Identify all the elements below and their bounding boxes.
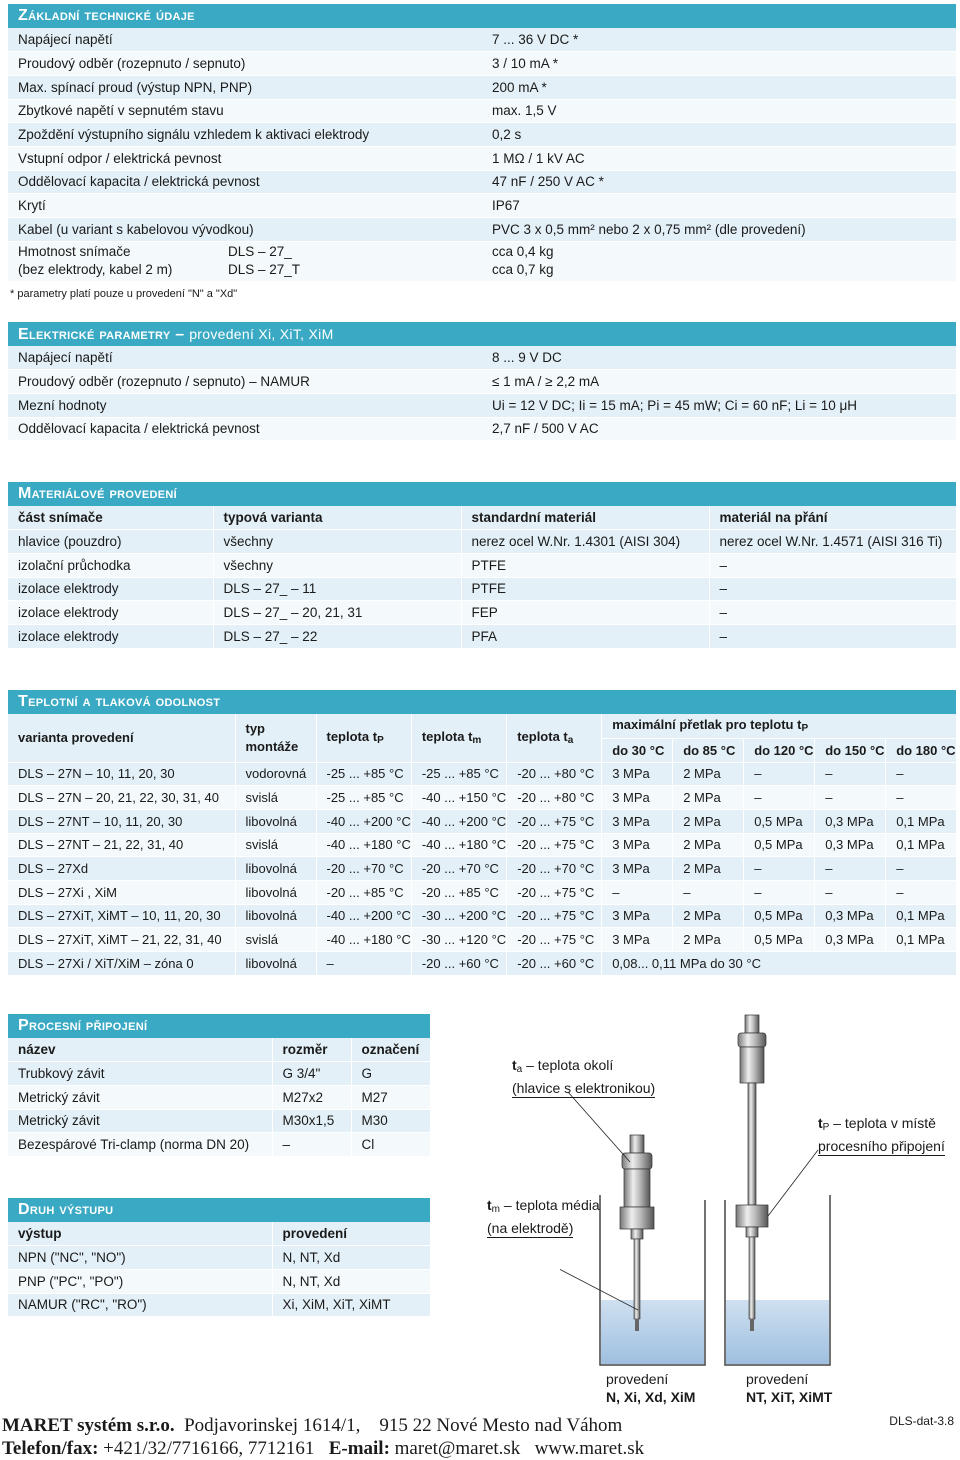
phone: +421/32/7716166, 7712161 xyxy=(98,1438,315,1459)
table-cell: -40 ... +200 °C xyxy=(316,904,411,928)
table-row xyxy=(8,624,956,648)
table-cell: – xyxy=(815,857,886,881)
table-row xyxy=(8,1269,430,1293)
table-cell: – xyxy=(886,786,956,810)
table-cell: Metrický závit xyxy=(8,1085,272,1109)
table-cell: -20 ... +85 °C xyxy=(411,880,506,904)
table-cell: M30 xyxy=(351,1109,430,1133)
column-header: do 180 °C xyxy=(886,738,956,762)
table-cell: Zbytkové napětí v sepnutém stavu xyxy=(8,99,482,123)
column-header: rozměr xyxy=(272,1038,351,1062)
table-cell: – xyxy=(602,880,673,904)
table-cell: izolační průchodka xyxy=(8,553,213,577)
table-cell: PNP ("PC", "PO") xyxy=(8,1269,272,1293)
table-cell: libovolná xyxy=(235,904,316,928)
process-table xyxy=(8,1038,430,1157)
table-cell: 0,3 MPa xyxy=(815,833,886,857)
section-title: Materiálové provedení xyxy=(8,482,956,506)
table-cell: 200 mA * xyxy=(482,75,956,99)
table-row xyxy=(8,417,956,441)
company-name: MARET systém s.r.o. xyxy=(2,1415,175,1436)
table-cell: -40 ... +180 °C xyxy=(411,833,506,857)
table-cell: DLS – 27N – 10, 11, 20, 30 xyxy=(8,762,235,786)
column-header: do 150 °C xyxy=(815,738,886,762)
table-cell: nerez ocel W.Nr. 1.4571 (AISI 316 Ti) xyxy=(709,530,956,554)
table-cell: Vstupní odpor / elektrická pevnost xyxy=(8,146,482,170)
table-row xyxy=(8,1246,430,1270)
table-row xyxy=(8,370,956,394)
weight-row xyxy=(8,241,956,281)
table-cell: – xyxy=(815,762,886,786)
table-cell: libovolná xyxy=(235,952,316,976)
address: Podjavorinskej 1614/1, 915 22 Nové Mesto nad Váhom xyxy=(184,1415,623,1436)
table-cell: – xyxy=(744,786,815,810)
table-cell: 3 MPa xyxy=(602,928,673,952)
label-ta: $t_a$ – teplota okolí (hlavice s elektronikou) xyxy=(512,1057,656,1096)
table-cell: NAMUR ("RC", "RO") xyxy=(8,1293,272,1317)
table-cell: 2 MPa xyxy=(673,833,744,857)
col-variant: varianta provedení xyxy=(8,714,235,762)
web-link[interactable]: www.maret.sk xyxy=(534,1438,645,1459)
table-cell: izolace elektrody xyxy=(8,624,213,648)
table-cell: 1 MΩ / 1 kV AC xyxy=(482,146,956,170)
table-cell: všechny xyxy=(213,530,461,554)
table-cell: Max. spínací proud (výstup NPN, PNP) xyxy=(8,75,482,99)
table-cell: -20 ... +75 °C xyxy=(507,833,602,857)
table-cell: -20 ... +75 °C xyxy=(507,928,602,952)
table-cell: PTFE xyxy=(461,577,709,601)
table-cell: M27x2 xyxy=(272,1085,351,1109)
table-cell: svislá xyxy=(235,833,316,857)
table-cell: -40 ... +180 °C xyxy=(316,833,411,857)
column-header: část snímače xyxy=(8,506,213,530)
table-cell: DLS – 27NT – 21, 22, 31, 40 xyxy=(8,833,235,857)
table-cell: PVC 3 x 0,5 mm² nebo 2 x 0,75 mm² (dle provedení) xyxy=(482,218,956,242)
table-cell: Trubkový závit xyxy=(8,1062,272,1086)
table-cell: NPN ("NC", "NO") xyxy=(8,1246,272,1270)
table-cell: M30x1,5 xyxy=(272,1109,351,1133)
table-cell: 0,3 MPa xyxy=(815,928,886,952)
table-row xyxy=(8,170,956,194)
table-cell: – xyxy=(709,553,956,577)
table-row xyxy=(8,1293,430,1317)
table-cell: DLS – 27Xd xyxy=(8,857,235,881)
table-cell: 0,1 MPa xyxy=(886,833,956,857)
table-cell: -20 ... +80 °C xyxy=(507,786,602,810)
table-cell: -30 ... +200 °C xyxy=(411,904,506,928)
table-cell: DLS – 27_ – 11 xyxy=(213,577,461,601)
table-cell: Oddělovací kapacita / elektrická pevnost xyxy=(8,417,482,441)
table-cell: Bezespárové Tri-clamp (norma DN 20) xyxy=(8,1133,272,1157)
table-cell: vodorovná xyxy=(235,762,316,786)
table-cell: 2 MPa xyxy=(673,762,744,786)
section-output xyxy=(8,1198,430,1317)
table-cell: – xyxy=(886,762,956,786)
table-cell: IP67 xyxy=(482,194,956,218)
table-cell: -20 ... +75 °C xyxy=(507,904,602,928)
table-row xyxy=(8,52,956,76)
table-row xyxy=(8,952,956,976)
table-cell: libovolná xyxy=(235,857,316,881)
table-cell: Oddělovací kapacita / elektrická pevnost xyxy=(8,170,482,194)
table-cell: 0,5 MPa xyxy=(744,833,815,857)
table-cell: DLS – 27NT – 10, 11, 20, 30 xyxy=(8,809,235,833)
table-row xyxy=(8,880,956,904)
table-cell: N, NT, Xd xyxy=(272,1246,430,1270)
table-cell: – xyxy=(272,1133,351,1157)
section-title: Teplotní a tlaková odolnost xyxy=(8,690,956,714)
table-cell: 8 ... 9 V DC xyxy=(482,346,956,370)
table-cell: -40 ... +180 °C xyxy=(316,928,411,952)
table-cell: 0,1 MPa xyxy=(886,904,956,928)
col-tm: teplota $t_m$ xyxy=(411,714,506,762)
table-cell: 2,7 nF / 500 V AC xyxy=(482,417,956,441)
table-cell: 2 MPa xyxy=(673,786,744,810)
table-row xyxy=(8,601,956,625)
caption-left: provedení N, Xi, Xd, XiM xyxy=(606,1371,696,1405)
weight-value: cca 0,4 kg cca 0,7 kg xyxy=(482,241,956,281)
col-mount: typ montáže xyxy=(235,714,316,762)
table-cell: -25 ... +85 °C xyxy=(316,786,411,810)
table-cell: svislá xyxy=(235,786,316,810)
table-cell: DLS – 27Xi , XiM xyxy=(8,880,235,904)
table-cell: -30 ... +120 °C xyxy=(411,928,506,952)
section-temperature xyxy=(8,690,956,976)
column-header: do 120 °C xyxy=(744,738,815,762)
table-row xyxy=(8,194,956,218)
table-cell: 0,2 s xyxy=(482,123,956,147)
table-row xyxy=(8,99,956,123)
column-header: označení xyxy=(351,1038,430,1062)
table-cell: -20 ... +70 °C xyxy=(316,857,411,881)
table-cell: -25 ... +85 °C xyxy=(411,762,506,786)
material-table xyxy=(8,506,956,649)
section-electrical xyxy=(8,322,956,441)
table-cell: svislá xyxy=(235,928,316,952)
table-cell: 2 MPa xyxy=(673,928,744,952)
column-header: materiál na přání xyxy=(709,506,956,530)
table-cell: Krytí xyxy=(8,194,482,218)
table-cell: -20 ... +75 °C xyxy=(507,880,602,904)
col-tp: teplota $t_P$ xyxy=(316,714,411,762)
column-header: provedení xyxy=(272,1222,430,1246)
table-cell: Metrický závit xyxy=(8,1109,272,1133)
section-title: Procesní připojení xyxy=(8,1014,430,1038)
section-material xyxy=(8,482,956,649)
footnote: * parametry platí pouze u provedení "N" a "Xd" xyxy=(10,288,238,300)
table-cell: -20 ... +75 °C xyxy=(507,809,602,833)
table-cell: Mezní hodnoty xyxy=(8,393,482,417)
table-cell: – xyxy=(744,857,815,881)
table-cell: 0,1 MPa xyxy=(886,928,956,952)
table-cell: Proudový odběr (rozepnuto / sepnuto) – NAMUR xyxy=(8,370,482,394)
table-cell: -20 ... +60 °C xyxy=(411,952,506,976)
table-cell: hlavice (pouzdro) xyxy=(8,530,213,554)
table-cell: izolace elektrody xyxy=(8,577,213,601)
table-cell: všechny xyxy=(213,553,461,577)
section-process xyxy=(8,1014,430,1157)
table-cell: Zpoždění výstupního signálu vzhledem k aktivaci elektrody xyxy=(8,123,482,147)
table-cell: Cl xyxy=(351,1133,430,1157)
table-cell: 0,3 MPa xyxy=(815,904,886,928)
column-header: typová varianta xyxy=(213,506,461,530)
table-cell: – xyxy=(815,786,886,810)
column-header: název xyxy=(8,1038,272,1062)
table-cell: 47 nF / 250 V AC * xyxy=(482,170,956,194)
table-cell: libovolná xyxy=(235,809,316,833)
temperature-table xyxy=(8,714,956,976)
output-table xyxy=(8,1222,430,1317)
table-row xyxy=(8,762,956,786)
table-row xyxy=(8,786,956,810)
table-cell: nerez ocel W.Nr. 1.4301 (AISI 304) xyxy=(461,530,709,554)
table-cell: 2 MPa xyxy=(673,809,744,833)
table-cell: DLS – 27_ – 22 xyxy=(213,624,461,648)
table-row xyxy=(8,1109,430,1133)
table-cell: libovolná xyxy=(235,880,316,904)
table-cell: -20 ... +60 °C xyxy=(507,952,602,976)
label-tm: $t_m$ – teplota média (na elektrodě) xyxy=(487,1197,600,1236)
table-cell: 3 MPa xyxy=(602,904,673,928)
table-cell: Proudový odběr (rozepnuto / sepnuto) xyxy=(8,52,482,76)
column-header: výstup xyxy=(8,1222,272,1246)
table-cell: DLS – 27XiT, XiMT – 21, 22, 31, 40 xyxy=(8,928,235,952)
caption-right: provedení NT, XiT, XiMT xyxy=(746,1371,833,1405)
weight-variant: DLS – 27_ DLS – 27_T xyxy=(218,241,482,281)
table-cell: – xyxy=(316,952,411,976)
table-cell: -40 ... +200 °C xyxy=(316,809,411,833)
table-cell: 0,1 MPa xyxy=(886,809,956,833)
table-row xyxy=(8,218,956,242)
table-cell: 2 MPa xyxy=(673,857,744,881)
table-cell: 3 MPa xyxy=(602,762,673,786)
table-row xyxy=(8,857,956,881)
table-cell: – xyxy=(744,880,815,904)
table-cell: 7 ... 36 V DC * xyxy=(482,28,956,52)
table-row xyxy=(8,1133,430,1157)
table-row xyxy=(8,809,956,833)
table-cell: 0,5 MPa xyxy=(744,928,815,952)
table-cell: – xyxy=(709,577,956,601)
table-cell: 3 MPa xyxy=(602,833,673,857)
table-cell: 2 MPa xyxy=(673,904,744,928)
table-row xyxy=(8,28,956,52)
col-ta: teplota $t_a$ xyxy=(507,714,602,762)
table-row xyxy=(8,146,956,170)
table-cell: – xyxy=(815,880,886,904)
table-cell: 3 MPa xyxy=(602,857,673,881)
table-cell: PTFE xyxy=(461,553,709,577)
table-cell: – xyxy=(709,601,956,625)
table-cell: Xi, XiM, XiT, XiMT xyxy=(272,1293,430,1317)
table-row xyxy=(8,904,956,928)
table-cell: Napájecí napětí xyxy=(8,346,482,370)
table-row xyxy=(8,123,956,147)
table-cell: 0,5 MPa xyxy=(744,904,815,928)
table-cell: max. 1,5 V xyxy=(482,99,956,123)
table-cell: -20 ... +80 °C xyxy=(507,762,602,786)
table-row xyxy=(8,75,956,99)
table-cell: Napájecí napětí xyxy=(8,28,482,52)
weight-label: Hmotnost snímače (bez elektrody, kabel 2 m) xyxy=(8,241,218,281)
table-cell: 0,3 MPa xyxy=(815,809,886,833)
table-row xyxy=(8,1085,430,1109)
table-row xyxy=(8,928,956,952)
section-title: Elektrické parametry – provedení Xi, XiT, XiM xyxy=(8,322,956,346)
table-cell: N, NT, Xd xyxy=(272,1269,430,1293)
section-title: Druh výstupu xyxy=(8,1198,430,1222)
footer: MARET systém s.r.o. Podjavorinskej 1614/1, 915 22 Nové Mesto nad Váhom Telefon/fax: +421/32/7716166, 7712161 E-mail: maret@maret.sk www.maret.sk xyxy=(2,1415,645,1459)
table-cell: 3 MPa xyxy=(602,809,673,833)
table-cell: – xyxy=(886,880,956,904)
table-cell: -25 ... +85 °C xyxy=(316,762,411,786)
table-cell: -20 ... +70 °C xyxy=(507,857,602,881)
table-cell: -20 ... +70 °C xyxy=(411,857,506,881)
table-cell: M27 xyxy=(351,1085,430,1109)
section-basic xyxy=(8,4,956,282)
table-row xyxy=(8,346,956,370)
table-cell: 0,5 MPa xyxy=(744,809,815,833)
table-row xyxy=(8,530,956,554)
table-cell: PFA xyxy=(461,624,709,648)
table-cell: Ui = 12 V DC; Ii = 15 mA; Pi = 45 mW; Ci = 60 nF; Li = 10 μH xyxy=(482,393,956,417)
table-cell: – xyxy=(709,624,956,648)
column-header: do 30 °C xyxy=(602,738,673,762)
document-id: DLS-dat-3.8 xyxy=(889,1414,954,1428)
table-cell: izolace elektrody xyxy=(8,601,213,625)
table-cell: – xyxy=(886,857,956,881)
table-cell: – xyxy=(744,762,815,786)
column-header: do 85 °C xyxy=(673,738,744,762)
section-title: Základní technické údaje xyxy=(8,4,956,28)
label-tp: $t_P$ – teplota v místě procesního připojení xyxy=(818,1115,945,1154)
table-row xyxy=(8,577,956,601)
email-link[interactable]: maret@maret.sk xyxy=(389,1438,521,1459)
table-cell: DLS – 27Xi / XiT/XiM – zóna 0 xyxy=(8,952,235,976)
table-cell: G 3/4" xyxy=(272,1062,351,1086)
table-cell: 0,08... 0,11 MPa do 30 °C xyxy=(602,952,956,976)
basic-table xyxy=(8,28,956,282)
table-cell: 3 / 10 mA * xyxy=(482,52,956,76)
table-cell: -40 ... +200 °C xyxy=(411,809,506,833)
table-cell: Kabel (u variant s kabelovou vývodkou) xyxy=(8,218,482,242)
table-row xyxy=(8,1062,430,1086)
table-row xyxy=(8,833,956,857)
table-row xyxy=(8,393,956,417)
table-cell: 3 MPa xyxy=(602,786,673,810)
table-cell: FEP xyxy=(461,601,709,625)
table-cell: DLS – 27N – 20, 21, 22, 30, 31, 40 xyxy=(8,786,235,810)
table-cell: -20 ... +85 °C xyxy=(316,880,411,904)
table-cell: ≤ 1 mA / ≥ 2,2 mA xyxy=(482,370,956,394)
column-header: standardní materiál xyxy=(461,506,709,530)
table-row xyxy=(8,553,956,577)
table-cell: DLS – 27XiT, XiMT – 10, 11, 20, 30 xyxy=(8,904,235,928)
col-pressure: maximální přetlak pro teplotu $t_P$ xyxy=(602,714,956,738)
table-cell: G xyxy=(351,1062,430,1086)
table-cell: -40 ... +150 °C xyxy=(411,786,506,810)
table-cell: – xyxy=(673,880,744,904)
table-cell: DLS – 27_ – 20, 21, 31 xyxy=(213,601,461,625)
electrical-table xyxy=(8,346,956,441)
